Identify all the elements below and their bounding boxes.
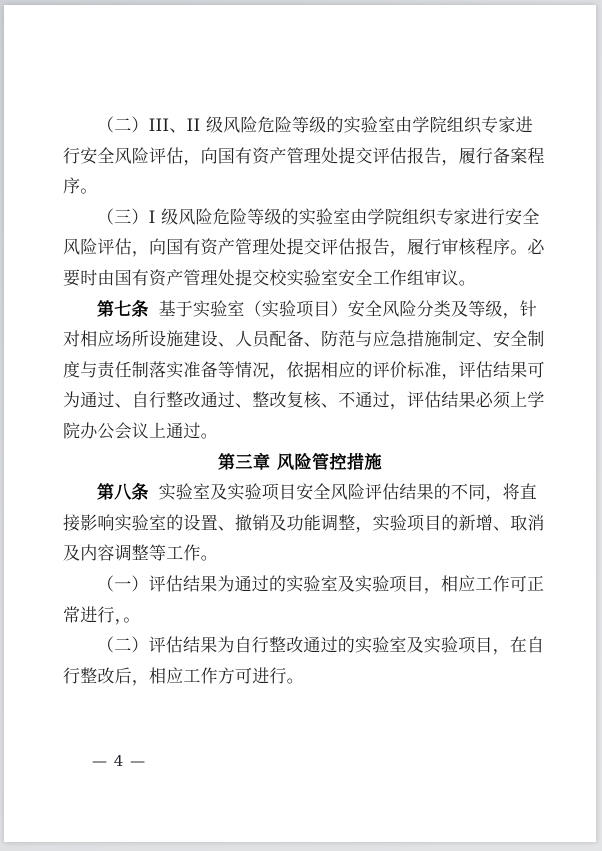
text-line — [63, 325, 545, 356]
line-text: 风险评估，向国有资产管理处提交评估报告，履行审核程序。必 — [63, 238, 545, 259]
line-text: 接影响实验室的设置、撤销及功能调整，实验项目的新增、取消 — [63, 513, 545, 534]
line-text: 对相应场所设施建设、人员配备、防范与应急措施制定、安全制 — [63, 330, 545, 351]
text-line — [63, 111, 537, 142]
page-number: — 4 — — [92, 752, 147, 770]
text-line — [63, 631, 545, 662]
line-text: 院办公会议上通过。 — [63, 421, 218, 442]
line-text: （三）I 级风险危险等级的实验室由学院组织专家进行安全 — [97, 207, 540, 228]
line-text: （二）III、II 级风险危险等级的实验室由学院组织专家进 — [97, 116, 533, 136]
text-line — [63, 539, 537, 570]
text-line — [63, 601, 537, 632]
line-text: 第三章 风险管控措施 — [218, 452, 382, 473]
text-line — [63, 233, 545, 264]
text-line — [63, 142, 545, 173]
text-line — [63, 478, 537, 509]
line-text: 要时由国有资产管理处提交校实验室安全工作组审议。 — [63, 268, 476, 289]
line-text: 行整改后，相应工作方可进行。 — [63, 666, 304, 687]
document-body — [63, 111, 545, 692]
text-line — [63, 172, 537, 203]
line-text: （一）评估结果为通过的实验室及实验项目，相应工作可正 — [97, 574, 545, 595]
text-line — [63, 295, 537, 326]
text-line — [63, 386, 545, 417]
text-line — [63, 356, 545, 387]
line-text: 度与责任制落实准备等情况，依据相应的评价标准，评估结果可 — [63, 360, 545, 381]
chapter-heading — [63, 448, 537, 479]
line-text: 及内容调整等工作。 — [63, 544, 218, 565]
article-number: 第七条 — [97, 299, 149, 320]
text-line — [63, 417, 537, 448]
article-number: 第八条 — [97, 483, 149, 504]
text-line — [63, 264, 537, 295]
text-line — [63, 570, 545, 601]
line-text: 序。 — [63, 177, 98, 198]
line-text: 为通过、自行整改通过、整改复核、不通过，评估结果必须上学 — [63, 391, 545, 412]
text-line — [63, 662, 537, 693]
line-text: 行安全风险评估，向国有资产管理处提交评估报告，履行备案程 — [63, 146, 545, 167]
text-line — [63, 509, 545, 540]
text-line — [63, 203, 540, 234]
line-text: 实验室及实验项目安全风险评估结果的不同，将直 — [158, 483, 538, 504]
line-text: 常进行，。 — [63, 605, 141, 626]
document-page — [4, 5, 596, 842]
line-text: 基于实验室（实验项目）安全风险分类及等级，针 — [158, 299, 538, 320]
line-text: （二）评估结果为自行整改通过的实验室及实验项目，在自 — [97, 636, 545, 657]
